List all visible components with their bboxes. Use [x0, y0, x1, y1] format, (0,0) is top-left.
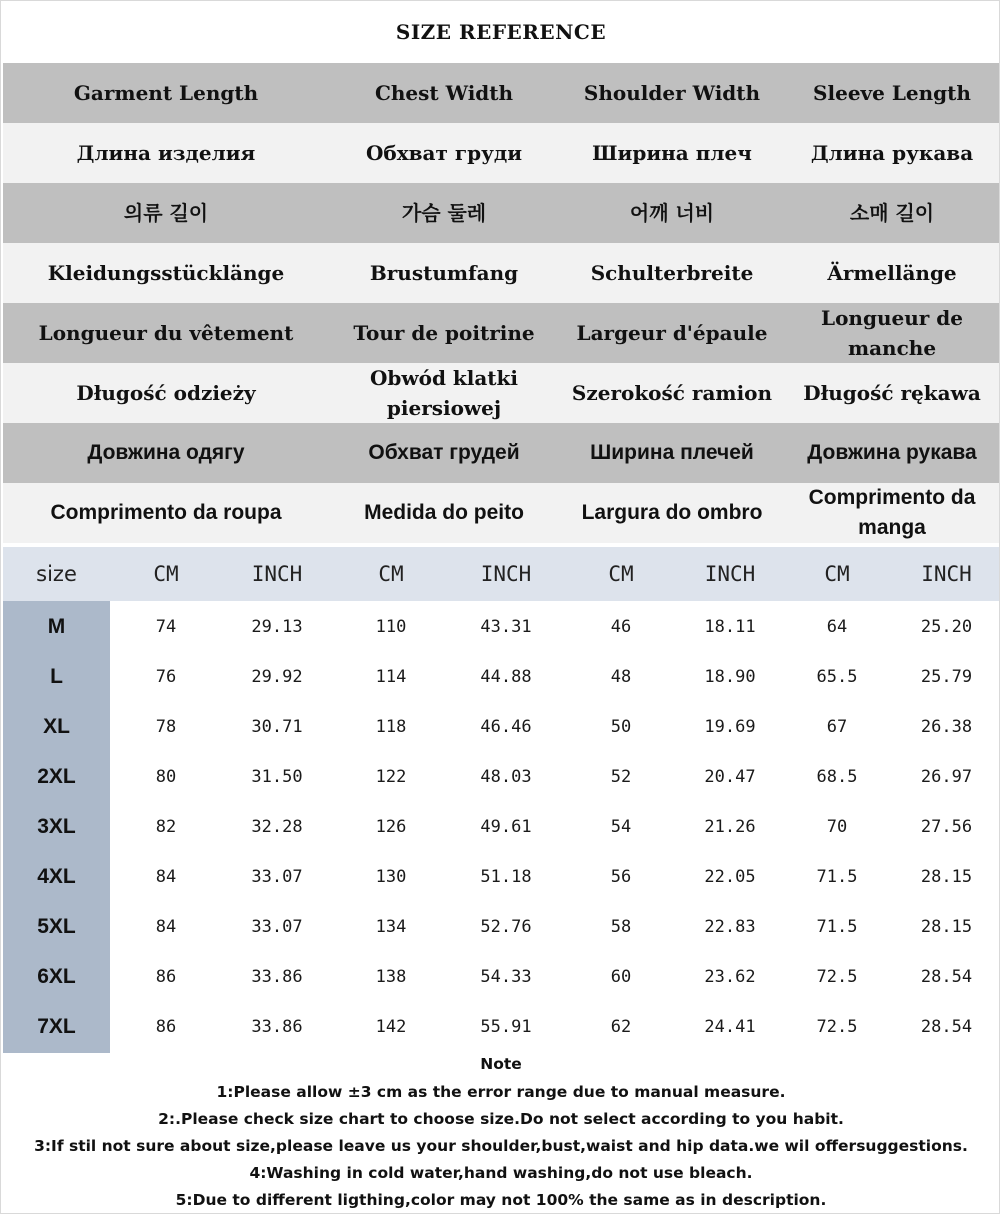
sleeve-inch: 28.15 — [920, 867, 973, 887]
length-cm: 74 — [155, 617, 177, 637]
header-shoulder-width: Largura do ombro — [581, 501, 763, 524]
header-garment-length: Kleidungsstücklänge — [47, 261, 285, 285]
shoulder-inch: 18.90 — [704, 667, 756, 687]
sleeve-cm: 72.5 — [816, 967, 858, 987]
header-sleeve-length: Długość rękawa — [803, 381, 981, 405]
header-shoulder-width: Ширина плечей — [590, 441, 754, 464]
units-inch: INCH — [921, 562, 972, 586]
length-inch: 33.86 — [251, 1017, 303, 1037]
chest-inch: 43.31 — [480, 617, 532, 637]
length-inch: 29.13 — [251, 617, 303, 637]
chest-cm: 130 — [375, 867, 407, 887]
sleeve-inch: 28.54 — [920, 967, 973, 987]
header-chest-width: Obwód klatki piersiowej — [369, 366, 519, 420]
sleeve-cm: 71.5 — [816, 867, 858, 887]
header-shoulder-width: Schulterbreite — [590, 261, 754, 285]
header-garment-length: Garment Length — [73, 81, 259, 105]
length-cm: 86 — [155, 1017, 177, 1037]
shoulder-cm: 62 — [610, 1017, 632, 1037]
table-row — [3, 902, 999, 952]
header-sleeve-length: Длина рукава — [810, 141, 974, 165]
table-row — [3, 602, 999, 652]
length-cm: 76 — [155, 667, 177, 687]
header-row-polish — [3, 363, 999, 423]
units-inch: INCH — [704, 562, 756, 586]
header-row-russian — [3, 123, 999, 183]
units-cm: CM — [608, 562, 634, 586]
header-shoulder-width: 어깨 너비 — [629, 201, 715, 225]
size-label: 2XL — [37, 765, 76, 788]
chest-cm: 134 — [375, 917, 407, 937]
header-shoulder-width: Ширина плеч — [592, 141, 752, 165]
length-inch: 29.92 — [251, 667, 303, 687]
header-sleeve-length: Comprimento da manga — [808, 486, 976, 539]
sleeve-cm: 67 — [826, 717, 848, 737]
chest-inch: 51.18 — [480, 867, 532, 887]
size-label: 4XL — [37, 865, 76, 888]
header-garment-length: Longueur du vêtement — [38, 321, 294, 345]
units-inch: INCH — [480, 562, 532, 586]
table-row — [3, 1002, 999, 1052]
table-row — [3, 802, 999, 852]
header-chest-width: Brustumfang — [369, 261, 519, 285]
chest-inch: 44.88 — [480, 667, 532, 687]
header-chest-width: Tour de poitrine — [353, 321, 535, 345]
note-line: 1:Please allow ±3 cm as the error range due to manual measure. — [216, 1083, 786, 1101]
header-chest-width: Medida do peito — [364, 501, 524, 524]
header-shoulder-width: Largeur d'épaule — [576, 321, 768, 345]
length-cm: 82 — [155, 817, 177, 837]
shoulder-inch: 22.05 — [704, 867, 756, 887]
size-label: M — [47, 615, 66, 638]
chest-inch: 46.46 — [480, 717, 532, 737]
length-inch: 31.50 — [251, 767, 303, 787]
header-row-ukrainian — [3, 423, 999, 483]
header-chest-width: Chest Width — [374, 81, 514, 105]
shoulder-inch: 23.62 — [704, 967, 756, 987]
shoulder-inch: 22.83 — [704, 917, 756, 937]
header-shoulder-width: Shoulder Width — [583, 81, 761, 105]
size-label: 3XL — [37, 815, 76, 838]
units-inch: INCH — [251, 562, 303, 586]
sleeve-inch: 25.20 — [920, 617, 973, 637]
size-label: XL — [43, 715, 70, 738]
shoulder-cm: 58 — [610, 917, 632, 937]
table-row — [3, 952, 999, 1002]
header-chest-width: 가슴 둘레 — [401, 201, 487, 225]
header-garment-length: Comprimento da roupa — [50, 501, 282, 524]
chest-inch: 48.03 — [480, 767, 532, 787]
header-shoulder-width: Szerokość ramion — [571, 381, 773, 405]
units-size-label: size — [36, 562, 77, 586]
size-label: 7XL — [37, 1015, 76, 1038]
shoulder-inch: 18.11 — [704, 617, 756, 637]
shoulder-cm: 52 — [610, 767, 632, 787]
sleeve-inch: 25.79 — [920, 667, 973, 687]
shoulder-cm: 50 — [610, 717, 632, 737]
chest-cm: 110 — [375, 617, 407, 637]
length-inch: 33.07 — [251, 917, 303, 937]
units-cm: CM — [153, 562, 179, 586]
page-title: SIZE REFERENCE — [395, 19, 607, 44]
shoulder-cm: 48 — [610, 667, 632, 687]
length-cm: 78 — [155, 717, 177, 737]
shoulder-cm: 56 — [610, 867, 632, 887]
shoulder-inch: 20.47 — [704, 767, 756, 787]
header-sleeve-length: Ärmellänge — [827, 261, 957, 285]
note-line: 2:.Please check size chart to choose size.Do not select according to you habit. — [158, 1110, 844, 1128]
header-sleeve-length: 소매 길이 — [849, 201, 935, 225]
sleeve-cm: 68.5 — [816, 767, 858, 787]
sleeve-cm: 72.5 — [816, 1017, 858, 1037]
header-sleeve-length: Longueur de manche — [821, 306, 963, 360]
header-row-korean — [3, 183, 999, 243]
table-row — [3, 702, 999, 752]
sleeve-inch: 28.15 — [920, 917, 973, 937]
units-cm: CM — [378, 562, 404, 586]
sleeve-inch: 27.56 — [920, 817, 973, 837]
sleeve-cm: 70 — [826, 817, 848, 837]
note-line: 4:Washing in cold water,hand washing,do not use bleach. — [249, 1164, 753, 1182]
header-sleeve-length: Довжина рукава — [807, 441, 977, 464]
chest-cm: 122 — [375, 767, 407, 787]
header-chest-width: Обхват груди — [365, 141, 523, 165]
shoulder-cm: 54 — [610, 817, 632, 837]
sleeve-cm: 65.5 — [816, 667, 858, 687]
sleeve-inch: 28.54 — [920, 1017, 973, 1037]
size-label: 6XL — [37, 965, 76, 988]
length-cm: 80 — [155, 767, 177, 787]
notes-heading: Note — [480, 1055, 522, 1073]
header-chest-width: Обхват грудей — [368, 441, 520, 464]
sleeve-cm: 71.5 — [816, 917, 858, 937]
chest-inch: 49.61 — [480, 817, 532, 837]
sleeve-cm: 64 — [826, 617, 848, 637]
chest-inch: 52.76 — [480, 917, 532, 937]
header-garment-length: 의류 길이 — [123, 201, 209, 225]
chest-cm: 138 — [375, 967, 407, 987]
length-inch: 32.28 — [251, 817, 303, 837]
chest-cm: 126 — [375, 817, 407, 837]
table-row — [3, 652, 999, 702]
shoulder-cm: 60 — [610, 967, 632, 987]
sleeve-inch: 26.38 — [920, 717, 973, 737]
length-cm: 86 — [155, 967, 177, 987]
units-row — [3, 547, 999, 601]
shoulder-inch: 24.41 — [704, 1017, 756, 1037]
shoulder-inch: 19.69 — [704, 717, 756, 737]
units-cm: CM — [824, 562, 850, 586]
sleeve-inch: 26.97 — [920, 767, 973, 787]
header-row-french — [3, 303, 999, 363]
chest-cm: 142 — [375, 1017, 407, 1037]
length-cm: 84 — [155, 917, 177, 937]
chest-inch: 54.33 — [480, 967, 532, 987]
header-sleeve-length: Sleeve Length — [813, 81, 971, 105]
chest-inch: 55.91 — [480, 1017, 532, 1037]
length-cm: 84 — [155, 867, 177, 887]
length-inch: 33.86 — [251, 967, 303, 987]
size-label: L — [50, 665, 63, 688]
length-inch: 33.07 — [251, 867, 303, 887]
chest-cm: 114 — [375, 667, 407, 687]
header-garment-length: Длина изделия — [76, 141, 256, 165]
header-garment-length: Długość odzieży — [76, 381, 256, 405]
header-row-portuguese — [3, 483, 999, 543]
table-row — [3, 752, 999, 802]
length-inch: 30.71 — [251, 717, 303, 737]
header-row-english — [3, 63, 999, 123]
note-line: 3:If stil not sure about size,please leave us your shoulder,bust,waist and hip data.we wil offersuggestions. — [34, 1137, 968, 1155]
table-row — [3, 852, 999, 902]
shoulder-cm: 46 — [610, 617, 632, 637]
shoulder-inch: 21.26 — [704, 817, 756, 837]
note-line: 5:Due to different ligthing,color may not 100% the same as in description. — [175, 1191, 827, 1209]
header-garment-length: Довжина одягу — [87, 441, 245, 464]
chest-cm: 118 — [375, 717, 407, 737]
notes-section — [1, 1053, 1000, 1215]
header-row-german — [3, 243, 999, 303]
size-label: 5XL — [37, 915, 76, 938]
